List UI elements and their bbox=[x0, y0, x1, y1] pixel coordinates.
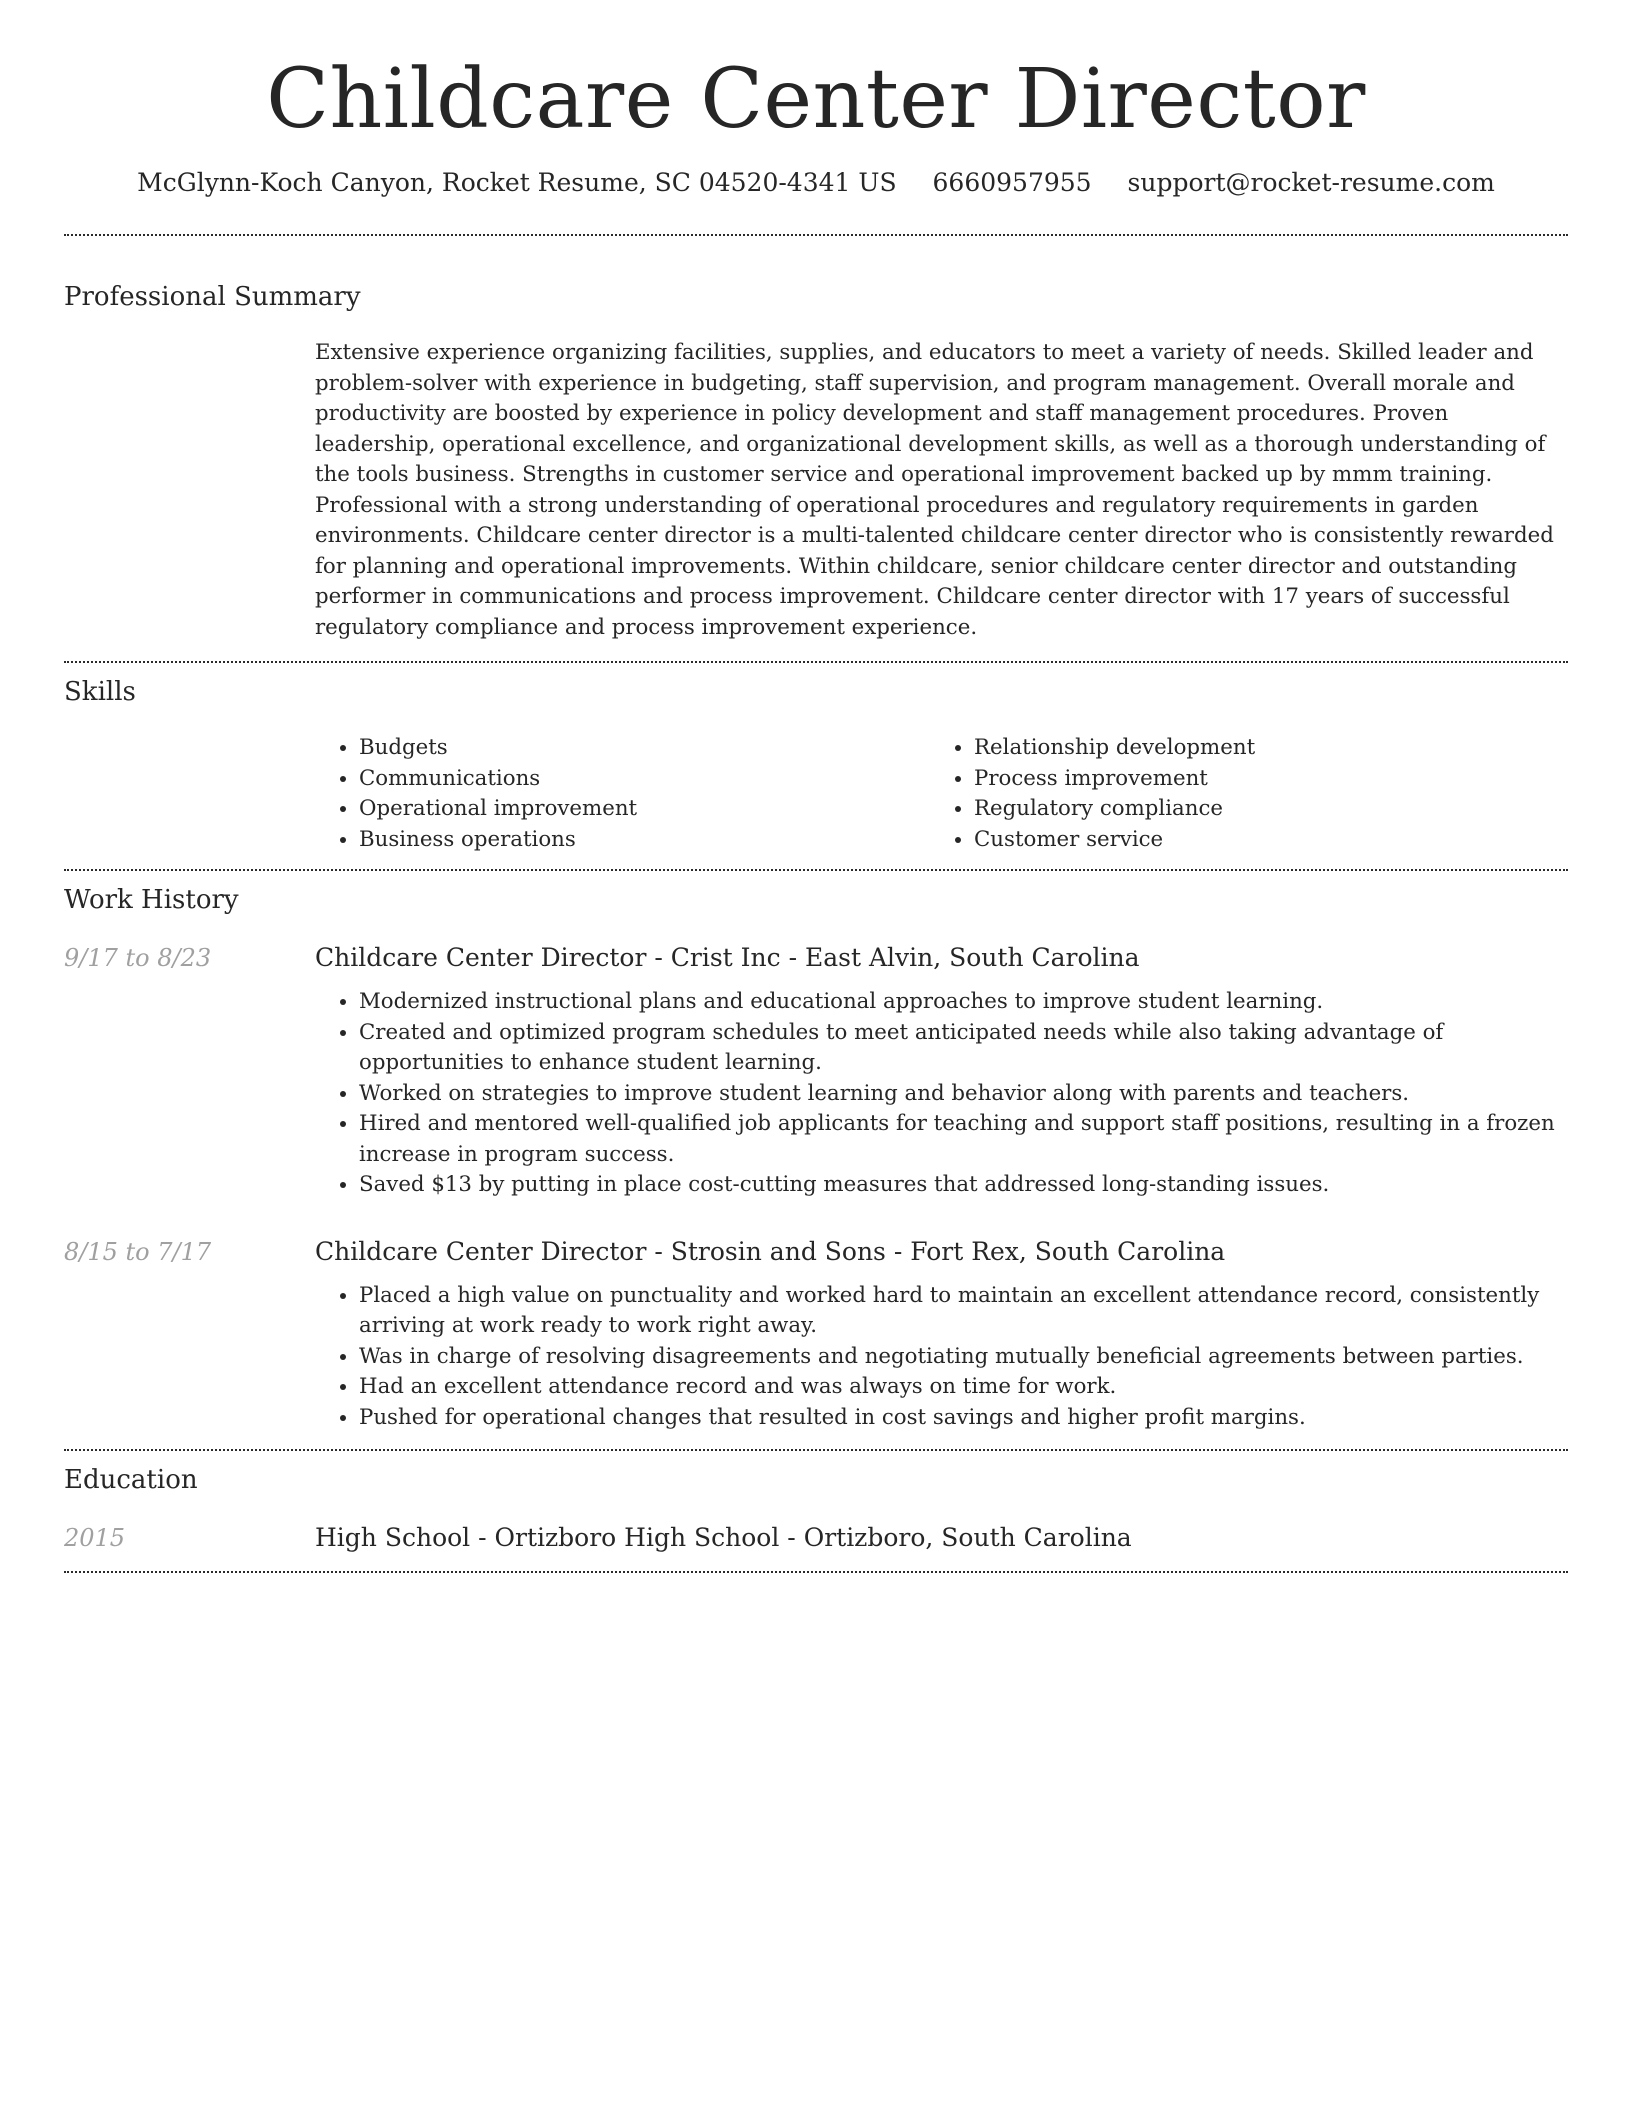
skills-column-right bbox=[930, 733, 1545, 855]
skill-item: • Operational improvement bbox=[359, 794, 930, 825]
skills-grid bbox=[315, 733, 1568, 855]
job-bullet: • Pushed for operational changes that resulted in cost savings and higher profit margins. bbox=[359, 1403, 1568, 1434]
skill-item: • Process improvement bbox=[974, 764, 1545, 795]
skill-item: • Regulatory compliance bbox=[974, 794, 1545, 825]
job-bullet: • Saved $13 by putting in place cost-cutting measures that addressed long-standing issues. bbox=[359, 1170, 1568, 1201]
job-bullets bbox=[315, 1281, 1568, 1434]
job-heading: Childcare Center Director - Crist Inc - East Alvin, South Carolina bbox=[315, 943, 1140, 972]
job-dates: 8/15 to 7/17 bbox=[64, 1237, 212, 1266]
skills-heading: Skills bbox=[64, 677, 136, 707]
education-section bbox=[64, 1451, 1568, 1555]
job-bullet: • Worked on strategies to improve student learning and behavior along with parents and teachers. bbox=[359, 1079, 1568, 1110]
education-year: 2015 bbox=[64, 1524, 126, 1552]
job-bullet: • Placed a high value on punctuality and worked hard to maintain an excellent attendance record, consistently arriving at work ready to work right away. bbox=[359, 1281, 1568, 1342]
contact-address: McGlynn-Koch Canyon, Rocket Resume, SC 04520-4341 US bbox=[137, 168, 897, 197]
education-row bbox=[64, 1521, 1568, 1555]
education-heading: Education bbox=[64, 1465, 198, 1495]
job-header-row bbox=[64, 941, 1568, 975]
resume-header bbox=[64, 0, 1568, 200]
job-bullets bbox=[315, 987, 1568, 1201]
summary-section bbox=[64, 236, 1568, 643]
education-heading-text: High School - Ortizboro High School - Ortizboro, South Carolina bbox=[315, 1523, 1132, 1552]
job-bullet: • Hired and mentored well-qualified job applicants for teaching and support staff positions, resulting in a frozen increase in program success. bbox=[359, 1109, 1568, 1170]
contact-phone: 6660957955 bbox=[932, 168, 1092, 197]
skills-column-left bbox=[315, 733, 930, 855]
skill-item: • Communications bbox=[359, 764, 930, 795]
contact-email: support@rocket-resume.com bbox=[1127, 168, 1495, 197]
job-entry bbox=[64, 941, 1568, 1201]
summary-text: Extensive experience organizing facilities, supplies, and educators to meet a variety of needs. Skilled leader and problem-solver with experience in budgeting, staff supervision, and program management. Overall morale and productivity are boosted by experience in policy development and staff management procedures. Proven leadership, operational excellence, and organizational development skills, as well as a thorough understanding of the tools business. Strengths in customer service and operational improvement backed up by mmm training. Professional with a strong understanding of operational procedures and regulatory requirements in garden environments. Childcare center director is a multi-talented childcare center director who is consistently rewarded for planning and operational improvements. Within childcare, senior childcare center director and outstanding performer in communications and process improvement. Childcare center director with 17 years of successful regulatory compliance and process improvement experience. bbox=[315, 340, 1554, 640]
contact-line bbox=[64, 166, 1568, 200]
job-heading: Childcare Center Director - Strosin and Sons - Fort Rex, South Carolina bbox=[315, 1236, 1226, 1266]
skill-item: • Customer service bbox=[974, 825, 1545, 856]
skill-item: • Budgets bbox=[359, 733, 930, 764]
summary-heading: Professional Summary bbox=[64, 282, 361, 312]
divider bbox=[64, 1571, 1568, 1573]
job-bullet: • Modernized instructional plans and educational approaches to improve student learning. bbox=[359, 987, 1568, 1018]
job-header-row bbox=[64, 1235, 1568, 1269]
job-entry bbox=[64, 1235, 1568, 1434]
job-bullet: • Created and optimized program schedules to meet anticipated needs while also taking advantage of opportunities to enhance student learning. bbox=[359, 1018, 1568, 1079]
job-bullet: • Was in charge of resolving disagreements and negotiating mutually beneficial agreements between parties. bbox=[359, 1342, 1568, 1373]
work-history-heading: Work History bbox=[64, 885, 239, 915]
skills-section bbox=[64, 663, 1568, 855]
job-bullet: • Had an excellent attendance record and was always on time for work. bbox=[359, 1372, 1568, 1403]
candidate-title: Childcare Center Director bbox=[266, 52, 1366, 147]
work-history-section bbox=[64, 871, 1568, 1433]
job-dates: 9/17 to 8/23 bbox=[64, 944, 212, 972]
skill-item: • Relationship development bbox=[974, 733, 1545, 764]
skill-item: • Business operations bbox=[359, 825, 930, 856]
